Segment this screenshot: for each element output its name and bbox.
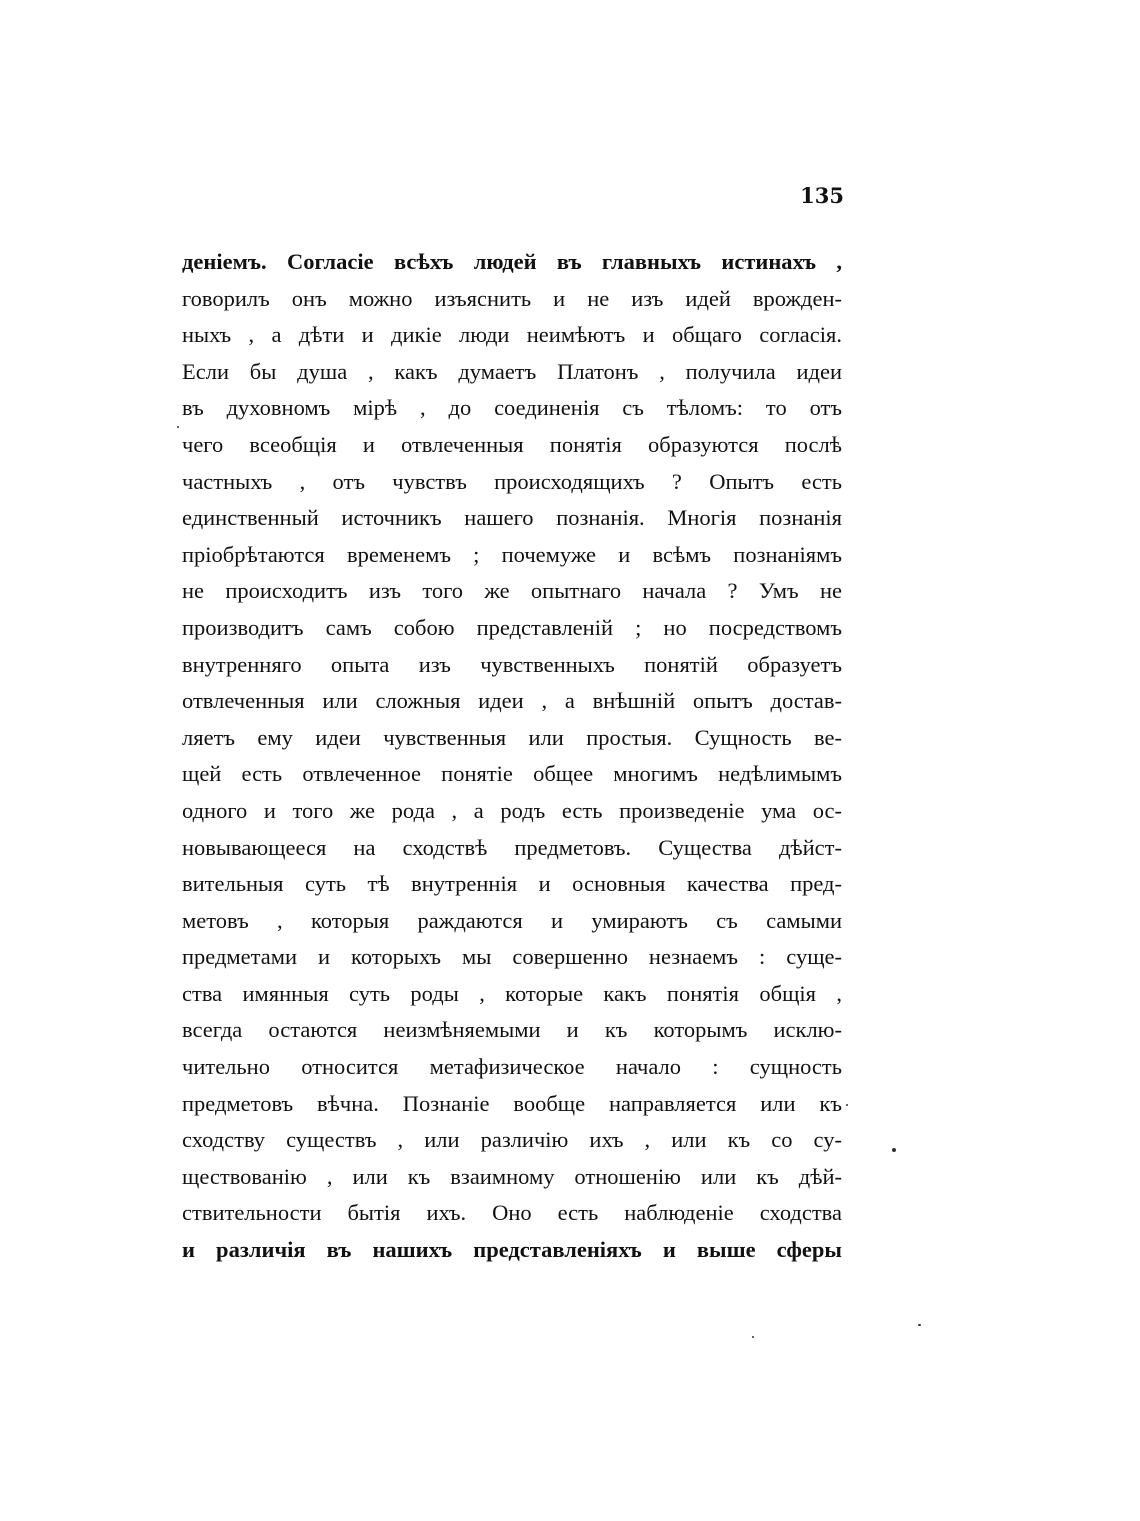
text-line: въ духовномъ мірѣ , до соединенія съ тѣломъ: то отъ [182,395,842,421]
text-line: сходству существъ , или различію ихъ , или къ со су- [182,1127,842,1153]
body-text [182,244,842,1269]
text-line: ныхъ , а дѣти и дикіе люди неимѣютъ и общаго согласія. [182,322,842,348]
text-line: деніемъ. Согласіе всѣхъ людей въ главныхъ истинахъ , [182,249,842,274]
text-line: пріобрѣтаются временемъ ; почемуже и всѣмъ познаніямъ [182,541,842,567]
scan-speck [846,1104,848,1106]
text-line: новывающееся на сходствѣ предметовъ. Существа дѣйст- [182,834,842,860]
scan-speck [177,426,179,428]
text-line: ства имянныя суть роды , которые какъ понятія общія , [182,980,842,1006]
text-line: не происходитъ изъ того же опытнаго начала ? Умъ не [182,578,842,604]
text-line: предметами и которыхъ мы совершенно незнаемъ : суще- [182,944,842,970]
text-line: ществованію , или къ взаимному отношенію или къ дѣй- [182,1163,842,1189]
text-line: чего всеобщія и отвлеченныя понятія образуются послѣ [182,431,842,457]
text-line: метовъ , которыя раждаются и умираютъ съ самыми [182,907,842,933]
text-line: всегда остаются неизмѣняемыми и къ которымъ исклю- [182,1017,842,1043]
scan-speck [752,1336,754,1338]
text-line: частныхъ , отъ чувствъ происходящихъ ? Опытъ есть [182,468,842,494]
text-line: отвлеченныя или сложныя идеи , а внѣшній опытъ достав- [182,688,842,714]
text-line: внутренняго опыта изъ чувственныхъ понятій образуетъ [182,651,842,677]
text-line: единственный источникъ нашего познанія. Многія познанія [182,505,842,531]
text-line: говорилъ онъ можно изъяснить и не изъ идей врожден- [182,285,842,311]
text-line: ляетъ ему идеи чувственныя или простыя. Сущность ве- [182,724,842,750]
text-line: ствительности бытія ихъ. Оно есть наблюденіе сходства [182,1200,842,1226]
text-line: Если бы душа , какъ думаетъ Платонъ , получила идеи [182,358,842,384]
text-line: щей есть отвлеченное понятіе общее многимъ недѣлимымъ [182,761,842,787]
text-line: вительныя суть тѣ внутреннія и основныя качества пред- [182,871,842,897]
text-line: одного и того же рода , а родъ есть произведеніе ума ос- [182,797,842,823]
text-line: чительно относится метафизическое начало : сущность [182,1054,842,1080]
text-line: предметовъ вѣчна. Познаніе вообще направляется или къ [182,1090,842,1116]
page-number: 135 [800,183,844,208]
scan-speck [892,1148,896,1152]
text-line: производитъ самъ собою представленій ; но посредствомъ [182,614,842,640]
scan-speck [918,1324,921,1326]
text-line: и различія въ нашихъ представленіяхъ и выше сферы [182,1237,842,1263]
